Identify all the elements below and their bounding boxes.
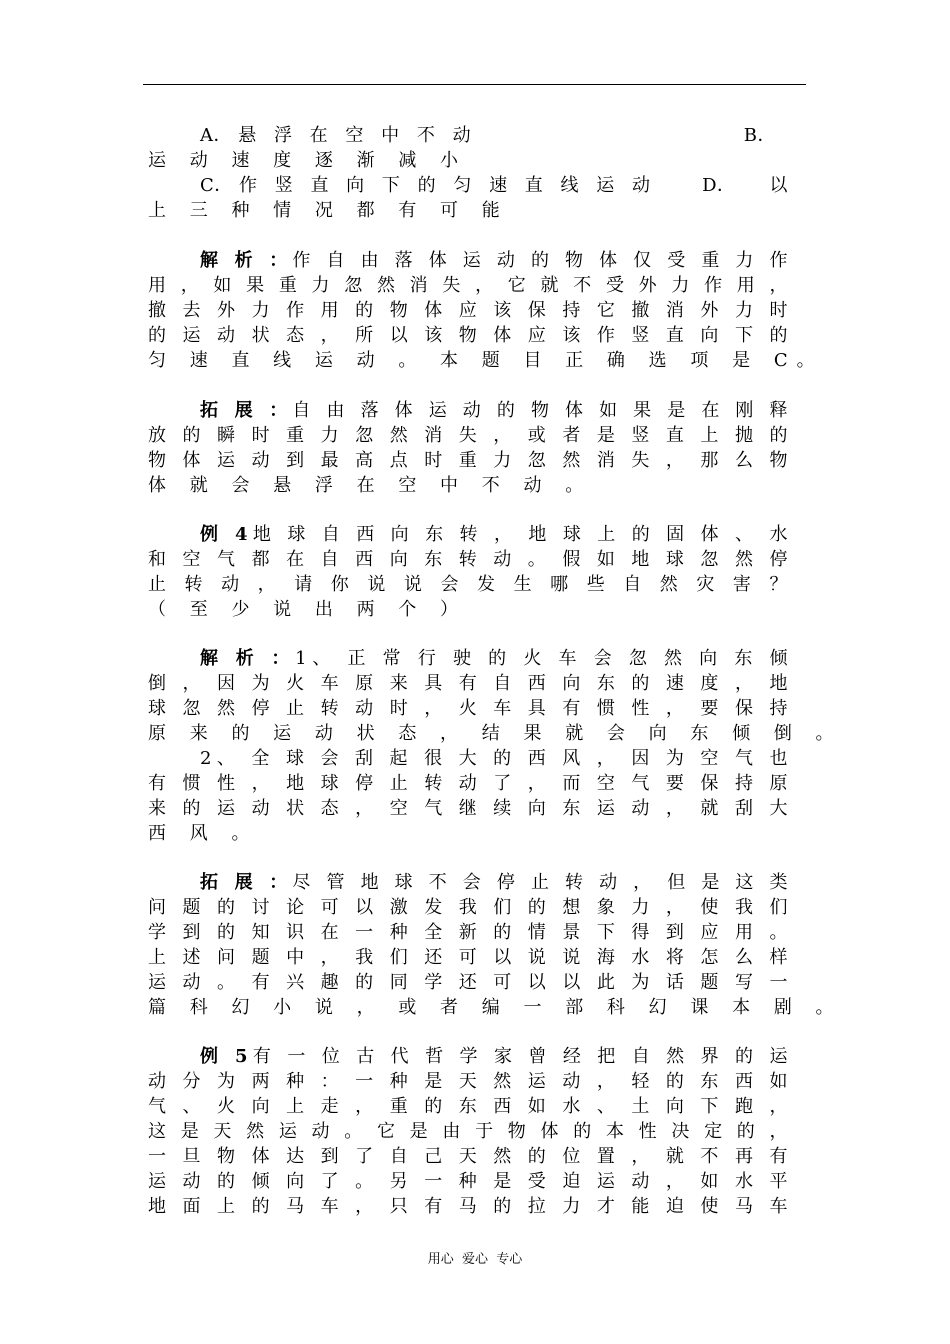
analysis-1 <box>148 248 824 373</box>
analysis-1-line-4: 的 运 动 状 态 ， 所 以 该 物 体 应 该 作 竖 直 向 下 的 <box>148 325 788 346</box>
example-5-label: 例 5 <box>200 1046 249 1067</box>
example-4-line-1: 例 4地 球 自 西 向 东 转 ， 地 球 上 的 固 体 、 水 <box>200 524 788 545</box>
header-rule <box>143 84 806 85</box>
example-5-line-1: 例 5有 一 位 古 代 哲 学 家 曾 经 把 自 然 界 的 运 <box>200 1046 788 1067</box>
example-5-line-4: 这 是 天 然 运 动 。 它 是 由 于 物 体 的 本 性 决 定 的 ， <box>148 1121 788 1142</box>
example-5-line-7: 地 面 上 的 马 车 ， 只 有 马 的 拉 力 才 能 迫 使 马 车 <box>148 1196 788 1217</box>
example-4-line-3: 止 转 动 ， 请 你 说 说 会 发 生 哪 些 自 然 灾 害 ？ <box>148 574 788 595</box>
analysis-2-line-4: 原 来 的 运 动 状 态 ， 结 果 就 会 向 东 倾 倒 。 <box>148 723 843 744</box>
extension-2-line-1: 拓 展 ：尽 管 地 球 不 会 停 止 转 动 ， 但 是 这 类 <box>200 872 788 893</box>
page-footer: 用心 爱心 专心 <box>427 1252 523 1267</box>
example-5-line-5: 一 旦 物 体 达 到 了 自 己 天 然 的 位 置 ， 就 不 再 有 <box>148 1146 788 1167</box>
analysis-2-label: 解 析 ： <box>200 648 296 669</box>
example-5 <box>148 1044 788 1219</box>
analysis-2 <box>148 646 843 846</box>
analysis-2-line-8: 西 风 。 <box>148 823 259 844</box>
example-5-line-2: 动 分 为 两 种 ： 一 种 是 天 然 运 动 ， 轻 的 东 西 如 <box>148 1071 788 1092</box>
extension-2-line-5: 运 动 。 有 兴 趣 的 同 学 还 可 以 以 此 为 话 题 写 一 <box>148 972 788 993</box>
extension-2-line-4: 上 述 问 题 中 ， 我 们 还 可 以 说 说 海 水 将 怎 么 样 <box>148 947 788 968</box>
analysis-1-line-1: 解 析 ：作 自 由 落 体 运 动 的 物 体 仅 受 重 力 作 <box>200 250 788 271</box>
option-a-b-line <box>148 123 788 148</box>
extension-1 <box>148 398 788 498</box>
example-4-line-4: （ 至 少 说 出 两 个 ） <box>148 599 468 620</box>
extension-1-line-2: 放 的 瞬 时 重 力 忽 然 消 失 ， 或 者 是 竖 直 上 抛 的 <box>148 425 788 446</box>
analysis-2-line-6: 有 惯 性 ， 地 球 停 止 转 动 了 ， 而 空 气 要 保 持 原 <box>148 773 788 794</box>
example-5-line-6: 运 动 的 倾 向 了 。 另 一 种 是 受 迫 运 动 ， 如 水 平 <box>148 1171 788 1192</box>
analysis-1-line-2: 用 ， 如 果 重 力 忽 然 消 失 ， 它 就 不 受 外 力 作 用 ， <box>148 275 788 296</box>
option-c: C． 作 竖 直 向 下 的 匀 速 直 线 运 动 <box>200 175 656 196</box>
example-4-line-2: 和 空 气 都 在 自 西 向 东 转 动 。 假 如 地 球 忽 然 停 <box>148 549 788 570</box>
example-4-label: 例 4 <box>200 524 249 545</box>
example-5-line-3: 气 、 火 向 上 走 ， 重 的 东 西 如 水 、 土 向 下 跑 ， <box>148 1096 788 1117</box>
extension-1-line-1: 拓 展 ：自 由 落 体 运 动 的 物 体 如 果 是 在 刚 释 <box>200 400 788 421</box>
analysis-2-line-3: 球 忽 然 停 止 转 动 时 ， 火 车 具 有 惯 性 ， 要 保 持 <box>148 698 788 719</box>
option-c-d-line <box>148 173 788 198</box>
extension-2-line-6: 篇 科 幻 小 说 ， 或 者 编 一 部 科 幻 课 本 剧 。 <box>148 997 843 1018</box>
option-a: A． 悬 浮 在 空 中 不 动 <box>200 125 477 146</box>
analysis-2-line-5: 2、 全 球 会 刮 起 很 大 的 西 风 ， 因 为 空 气 也 <box>200 748 788 769</box>
option-d-text: 上 三 种 情 况 都 有 可 能 <box>148 200 509 221</box>
option-d: D． 以 <box>702 175 788 196</box>
analysis-2-line-1: 解 析 ：1、 正 常 行 驶 的 火 车 会 忽 然 向 东 倾 <box>200 648 788 669</box>
analysis-1-line-3: 撤 去 外 力 作 用 的 物 体 应 该 保 持 它 撤 消 外 力 时 <box>148 300 788 321</box>
extension-2 <box>148 870 843 1020</box>
option-b-text: 运 动 速 度 逐 渐 减 小 <box>148 150 468 171</box>
extension-1-label: 拓 展 ： <box>200 400 293 421</box>
analysis-2-line-2: 倒 ， 因 为 火 车 原 来 具 有 自 西 向 东 的 速 度 ， 地 <box>148 673 788 694</box>
extension-1-line-4: 体 就 会 悬 浮 在 空 中 不 动 。 <box>148 475 593 496</box>
analysis-1-line-5: 匀 速 直 线 运 动 。 本 题 目 正 确 选 项 是 C。 <box>148 350 824 371</box>
extension-2-label: 拓 展 ： <box>200 872 293 893</box>
analysis-2-line-7: 来 的 运 动 状 态 ， 空 气 继 续 向 东 运 动 ， 就 刮 大 <box>148 798 788 819</box>
option-b-label: B． <box>743 125 776 146</box>
options-block <box>148 123 788 223</box>
extension-2-line-2: 问 题 的 讨 论 可 以 激 发 我 们 的 想 象 力 ， 使 我 们 <box>148 897 788 918</box>
extension-2-line-3: 学 到 的 知 识 在 一 种 全 新 的 情 景 下 得 到 应 用 。 <box>148 922 788 943</box>
analysis-1-label: 解 析 ： <box>200 250 293 271</box>
extension-1-line-3: 物 体 运 动 到 最 高 点 时 重 力 忽 然 消 失 ， 那 么 物 <box>148 450 788 471</box>
example-4 <box>148 522 788 622</box>
